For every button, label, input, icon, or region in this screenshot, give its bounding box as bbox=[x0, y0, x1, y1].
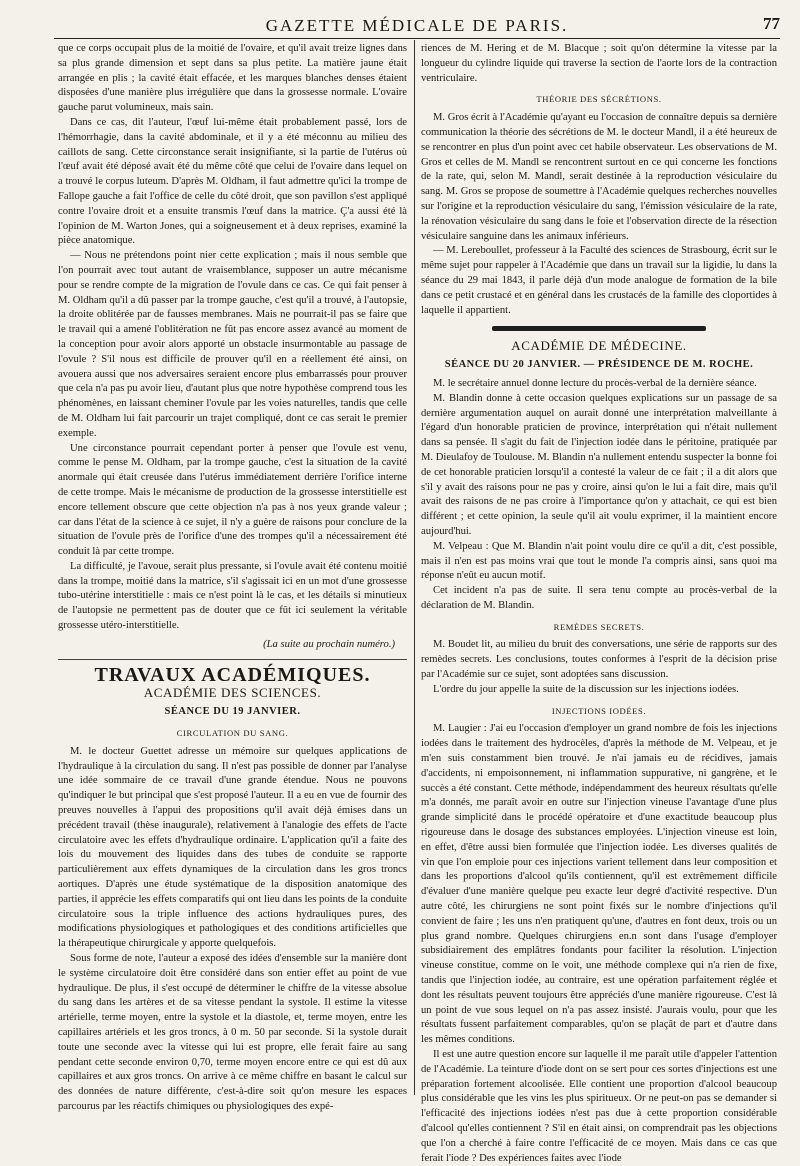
paragraph: riences de M. Hering et de M. Blacque ; soit qu'on détermine la vitesse par la longueur du cylindre liquide qui traverse la section de l'aorte lors de la contraction ventriculaire. bbox=[421, 43, 777, 84]
header-rule bbox=[54, 38, 780, 39]
page-header bbox=[54, 10, 780, 40]
paragraph: — M. Lereboullet, professeur à la Faculté des sciences de Strasbourg, écrit sur le même sujet pour rappeler à l'Académie que dans un travail sur la ligidie, lu dans la séance du 29 mai 1843, il parle déjà d'un mode analogue de formation de la bile dans ce petit crustacé et en général dans les crustacés de la famille des cloportides à laquelle il appartient. bbox=[421, 245, 777, 316]
subsection-title: THÉORIE DES SÉCRÉTIONS. bbox=[536, 94, 662, 105]
paragraph: Cet incident n'a pas de suite. Il sera tenu compte au procès-verbal de la déclaration de M. Blandin. bbox=[421, 585, 777, 611]
journal-title: GAZETTE MÉDICALE DE PARIS. bbox=[265, 16, 569, 35]
paragraph: Il est une autre question encore sur laquelle il me paraît utile d'appeler l'attention de l'Académie. La teinture d'iode dont on se sert pour ces sortes d'injections est une préparation fortement alcoolisée. Elle contient une proportion d'alcool beaucoup plus considérable que les vins les plus spiritueux. Or ne peut-on pas se demander si l'efficacité des injections iodées n'est pas due à cette proportion considérable d'alcool qu'elles contiennent ? S'il en était ainsi, on comprendrait pas les objections que l'on a cherché à faire contre l'efficacité de ce moyen. Mais dans ce cas que ferait l'iode ? Des expériences faites avec l'iode bbox=[421, 1049, 777, 1164]
paragraph: La difficulté, je l'avoue, serait plus pressante, si l'ovule avait été contenu moitié dans la trompe, moitié dans la matrice, s'il s'agissait ici en un mot d'une grossesse tubo-utérine interstitielle : mais ce n'est point là le cas, et les détails si minutieux de l'autopsie ne permettent pas de douter que ce fût ici seulement la véritable grossesse utéro-interstitielle. bbox=[58, 560, 407, 632]
column-divider bbox=[414, 40, 415, 1095]
session-title: SÉANCE DU 20 JANVIER. — PRÉSIDENCE DE M. ROCHE. bbox=[444, 359, 754, 371]
paragraph: Une circonstance pourrait cependant porter à penser que l'ovule est venu, comme le pense M. Oldham, par la trompe gauche, c'est la situation de la cavité anormale qui était creusée dans l'utérus immédiatement derrière l'orifice interne de cette trompe. Mais le mécanisme de production de la grossesse interstitielle est encore tellement obscure que cette objection n'a pas à nos yeux grande valeur ; car dans l'état de la science à ce sujet, il n'y a guère de raisons pour conclure de la situation de l'ovule près de l'orifice d'une des trompes qu'il a nécessairement été conduit là par cette trompe. bbox=[58, 442, 407, 558]
paragraph: — Nous ne prétendons point nier cette explication ; mais il nous semble que l'on pourrait avec tout autant de vraisemblance, supposer un autre mécanisme pour se rendre compte de la migration de l'ovule dans ce cas. Ce qui fait penser à M. Oldham qu'il a dû passer par la trompe gauche, c'est qu'il a trouvé, à l'autopsie, la droite oblitérée par de fausses membranes. Mais ne pourrait-il pas se faire que le travail qui a amené l'oblitération ne fût pas encore assez avancé au moment de la conception pour avoir alors apporté un obstacle insurmontable au passage de l'ovule ? S'il nous est difficile de prouver qu'il en a réellement été ainsi, on avouera aussi que nos adversaires seraient encore plus embarrassés pour prouver que cela n'a pas pu avoir lieu, d'autant plus que notre hypothèse comprend tous les phénomènes, en laissant cheminer l'ovule par les voies naturelles, tandis que celle de M. Oldham lui fait parcourir un trajet compliqué, dont ce cas serait le premier exemple. bbox=[58, 250, 407, 439]
subsection-title: INJECTIONS IODÉES. bbox=[551, 705, 647, 716]
paragraph: Dans ce cas, dit l'auteur, l'œuf lui-même était probablement passé, lors de l'hémorrhagie, dans la cavité abdominale, et il y a été méconnu au milieu des caillots de sang. Cette circonstance serait insignifiante, si la partie de l'utérus où l'œuf avait été déposé avait été du même côté que celui de l'ovaire dans lequel on a trouvé le corpus luteum. D'après M. Oldham, il faut admettre qu'ici la trompe de Fallope gauche a fait l'office de celle du côté droit, que son pavillon s'est appliqué contre l'ovaire droit et a ensuite transmis l'œuf dans la matrice. Ç'a aussi été là l'opinion de M. Warton Jones, qui a soigneusement et à deux reprises, examiné la pièce anatomique. bbox=[58, 116, 407, 247]
section-title: TRAVAUX ACADÉMIQUES. bbox=[94, 663, 371, 686]
paragraph: que ce corps occupait plus de la moitié de l'ovaire, et qu'il avait treize lignes dans sa plus grande dimension et sept dans sa plus petite. La matière jaune était arrangée en plis ; la cavité était effacée, et les marques blanches denses étaient disposées d'une manière plus irrégulière que dans la grossesse normale. L'ovaire gauche parut volumineux, mais sain. bbox=[58, 43, 407, 114]
academy-title: ACADÉMIE DES SCIENCES. bbox=[143, 685, 322, 701]
paragraph: M. Gros écrit à l'Académie qu'ayant eu l'occasion de connaître depuis sa dernière communication la théorie des sécrétions de M. le docteur Mandl, il a été heureux de se rencontrer en plus d'un point avec cet habile observateur. Les observations de M. Gros et celles de M. Mandl se rencontrent surtout en ce qui concerne les fonctions de la rate, qui, selon M. Mandl, serait destinée à la reproduction vésiculaire du sang. M. Gros se propose de soumettre à l'Académie quelques recherches nouvelles sur l'origine et la reproduction vésiculaire du sang, l'émission vésiculaire de la rate, la rénovation vésiculaire du sang dans le foie et l'observation directe de la résection vésiculaire sanguine dans les animaux inférieurs. bbox=[421, 112, 777, 242]
paragraph: M. le docteur Guettet adresse un mémoire sur quelques applications de l'hydraulique à la circulation du sang. Il n'est pas possible de donner par l'analyse une idée sommaire de ce travail d'une grande étendue. Nous ne pouvons qu'indiquer le but principal que s'est proposé l'auteur. Il a eu en vue de fournir des preuves nouvelles à l'appui des propositions qu'il avait déjà émises dans un précédent travail (thèse inaugurale), relativement à l'analogie des effets de l'acte circulatoire avec les effets d'hydraulique ordinaire. L'application qu'il a faite des lois du mouvement des liquides dans des tubes de conduite se rapporte particulièrement aux effets dynamiques de la circulation dans les gros troncs aortiques. D'après une étude systématique de la disposition anatomique des parties, il apprécie les effets comparatifs qui ont lieu dans les points de la conduite circulatoire sous la triple influence des actions hydrauliques pures, des modifications physiologiques et pathologiques et des conditions artificielles que la thérapeutique chirurgicale y apporte quelquefois. bbox=[58, 745, 407, 950]
paragraph: L'ordre du jour appelle la suite de la discussion sur les injections iodées. bbox=[433, 683, 739, 695]
subsection-title: REMÈDES SECRETS. bbox=[553, 621, 645, 632]
section-separator bbox=[492, 326, 706, 331]
session-title: SÉANCE DU 19 JANVIER. bbox=[164, 706, 301, 718]
paragraph: M. Boudet lit, au milieu du bruit des conversations, une série de rapports sur des remèdes secrets. Les conclusions, toutes conformes à l'esprit de la décision prise par l'Académie sur ce sujet, sont adoptées sans discussion. bbox=[421, 639, 777, 681]
page-number: 77 bbox=[763, 14, 780, 33]
paragraph: M. Velpeau : Que M. Blandin n'ait point voulu dire ce qu'il a dit, c'est possible, mais il n'en est pas moins vrai que tout le monde l'a compris ainsi, sans quoi ma réponse n'eût eu aucun motif. bbox=[421, 540, 777, 582]
right-column bbox=[421, 42, 777, 1166]
continued-note: (La suite au prochain numéro.) bbox=[263, 638, 395, 650]
paragraph: M. Laugier : J'ai eu l'occasion d'employer un grand nombre de fois les injections iodées dans le traitement des hydrocèles, d'après la méthode de M. Velpeau, et je m'en suis constamment bien trouvé. Je n'ai jamais eu de récidives, jamais d'accidents, ni empoisonnement, ni inflammation suppurative, ni gangrène, et le succès a été constant. Cette méthode, indépendamment des heureux résultats qu'elle m'a donnés, me paraît avoir en outre sur l'injection vineuse l'avantage d'une plus grande simplicité dans le procédé opératoire et d'une exactitude beaucoup plus rigoureuse dans le dosage des substances employées. L'injection vineuse est loin, en effet, d'être aussi bien formulée que l'injection iodée. Les diverses qualités de vin que l'on emploie pour ces injections varient tellement dans leur composition et dans les proportions d'alcool qu'ils contiennent, qu'il est extrêmement difficile d'évaluer d'une manière quelque peu exacte leur degré d'activité respective. D'un autre côté, les chirurgiens ne sont point fixés sur le nombre d'injections qu'il convient de faire ; les uns n'en pratiquent qu'une, d'autres en font deux, trois ou un plus grand nombre. Quelques chirurgiens en.n sont dans l'usage d'employer subsidiairement des emplâtres fondants pour faciliter la résolution. L'injection vineuse constitue, comme on le voit, une méthode complexe qui n'a rien de fixe, tandis que l'injection iodée, au contraire, est une opération parfaitement réglée et dont les résultats peuvent toujours être appréciés d'une manière rigoureuse. C'est là un point de vue sous lequel on n'a pas assez insisté. J'aurais voulu, pour que les résultats fussent parfaitement comparables, qu'on se plaçât de part et d'autre dans les mêmes conditions. bbox=[421, 723, 777, 1046]
paragraph: M. Blandin donne à cette occasion quelques explications sur un passage de sa dernière argumentation auquel on aurait donné une interprétation malveillante à l'égard d'un honorable praticien de province, interprétation qui n'était nullement dans sa pensée. Il s'agit du fait de l'injection iodée dans le péritoine, pratiquée par M. Dieulafoy de Toulouse. M. Blandin n'a nullement entendu suspecter la bonne foi de cet honorable praticien lorsqu'il a contesté la valeur de ce fait ; il a dit alors que s'il y avait des raisons pour ne pas y croire, ainsi qu'on le lui a fait dire, mais qu'il avait des raisons de ne pas croire à l'importance qu'on y attachait, ce qui est bien différent ; et cette opinion, la seule qu'il ait voulu exprimer, il la maintient encore aujourd'hui. bbox=[421, 392, 777, 537]
paragraph: Sous forme de note, l'auteur a exposé des idées d'ensemble sur la manière dont le système circulatoire doit être considéré dans son entier effet au point de vue hydraulique. De plus, il s'est occupé de déterminer le chiffre de la vitesse absolue du sang dans les artères et de sa vitesse pendant la systole. Il estime la vitesse artérielle, terme moyen, entre la systole et la diastole, et, terme moyen, entre les capillaires artériels et les gros troncs, à 0 m. 50 par seconde. Si la systole durait toute une seconde avec la vitesse qui lui est propre, elle ferait faire au sang pendant cette seconde environ 0,70, terme moyen encore entre ce qui est dû aux capillaires et aux gros troncs. On arrive à ce même chiffre en basant le calcul sur des données de nature différente, c'est-à-dire soit qu'on mesure les espaces parcourus par les réactifs chimiques ou physiologiques des expé- bbox=[58, 953, 407, 1112]
subsection-title: CIRCULATION DU SANG. bbox=[176, 728, 289, 739]
left-column bbox=[58, 42, 407, 1115]
paragraph: M. le secrétaire annuel donne lecture du procès-verbal de la dernière séance. bbox=[433, 377, 757, 389]
section-rule bbox=[58, 659, 407, 660]
academy-title: ACADÉMIE DE MÉDECINE. bbox=[511, 338, 687, 354]
